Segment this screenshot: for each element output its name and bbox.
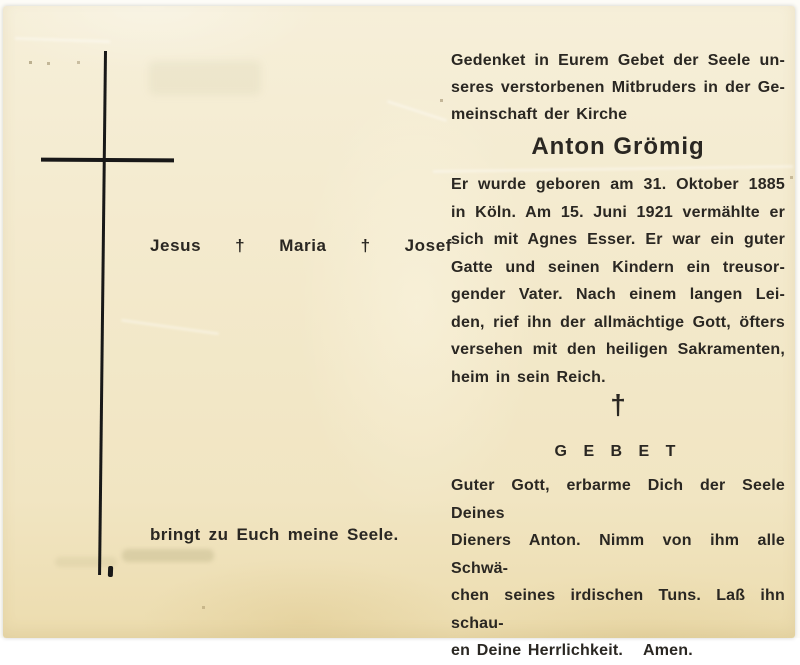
text-line: meinschaft der Kirche xyxy=(451,106,628,123)
memorial-card-paper xyxy=(3,6,795,659)
text-line: versehen mit den heiligen Sakramenten, xyxy=(451,341,785,358)
text-line: Dieners Anton. Nimm von ihm alle Schwä- xyxy=(451,532,785,577)
text-line: gender Vater. Nach einem langen Lei- xyxy=(451,286,785,303)
text-line: en Deine Herrlichkeit. Amen. xyxy=(451,642,693,659)
text-line: in Köln. Am 15. Juni 1921 vermählte er xyxy=(451,203,785,221)
right-page xyxy=(430,6,795,659)
text-line: den, rief ihn der allmächtige Gott, öfters xyxy=(451,313,785,331)
biography-paragraph xyxy=(451,171,785,391)
prayer-paragraph xyxy=(451,472,785,665)
prayer-heading: G E B E T xyxy=(554,443,682,460)
cross-ink-tip xyxy=(108,566,113,577)
text-line: heim in sein Reich. xyxy=(451,368,606,386)
deceased-name: Anton Grömig xyxy=(531,133,705,160)
dagger-icon: † xyxy=(610,389,626,420)
intro-paragraph xyxy=(451,47,785,128)
text-line: Gatte und seinen Kindern ein treusor- xyxy=(451,258,785,276)
text-line: Er wurde geboren am 31. Oktober 1885 xyxy=(451,176,785,193)
cross-horizontal-bar xyxy=(41,158,174,163)
text-line: Gedenket in Eurem Gebet der Seele un- xyxy=(451,52,785,69)
text-line: sich mit Agnes Esser. Er war ein guter xyxy=(451,231,785,248)
text-line: seres verstorbenen Mitbruders in der Ge- xyxy=(451,79,785,96)
cross-vertical-bar xyxy=(98,51,107,575)
text-line: chen seines irdischen Tuns. Laß ihn schau- xyxy=(451,587,785,632)
text-line: Guter Gott, erbarme Dich der Seele Deines xyxy=(451,477,785,522)
left-page xyxy=(3,6,453,638)
invocation-line: Jesus † Maria † Josef xyxy=(150,236,453,255)
closing-line: bringt zu Euch meine Seele. xyxy=(150,525,399,544)
